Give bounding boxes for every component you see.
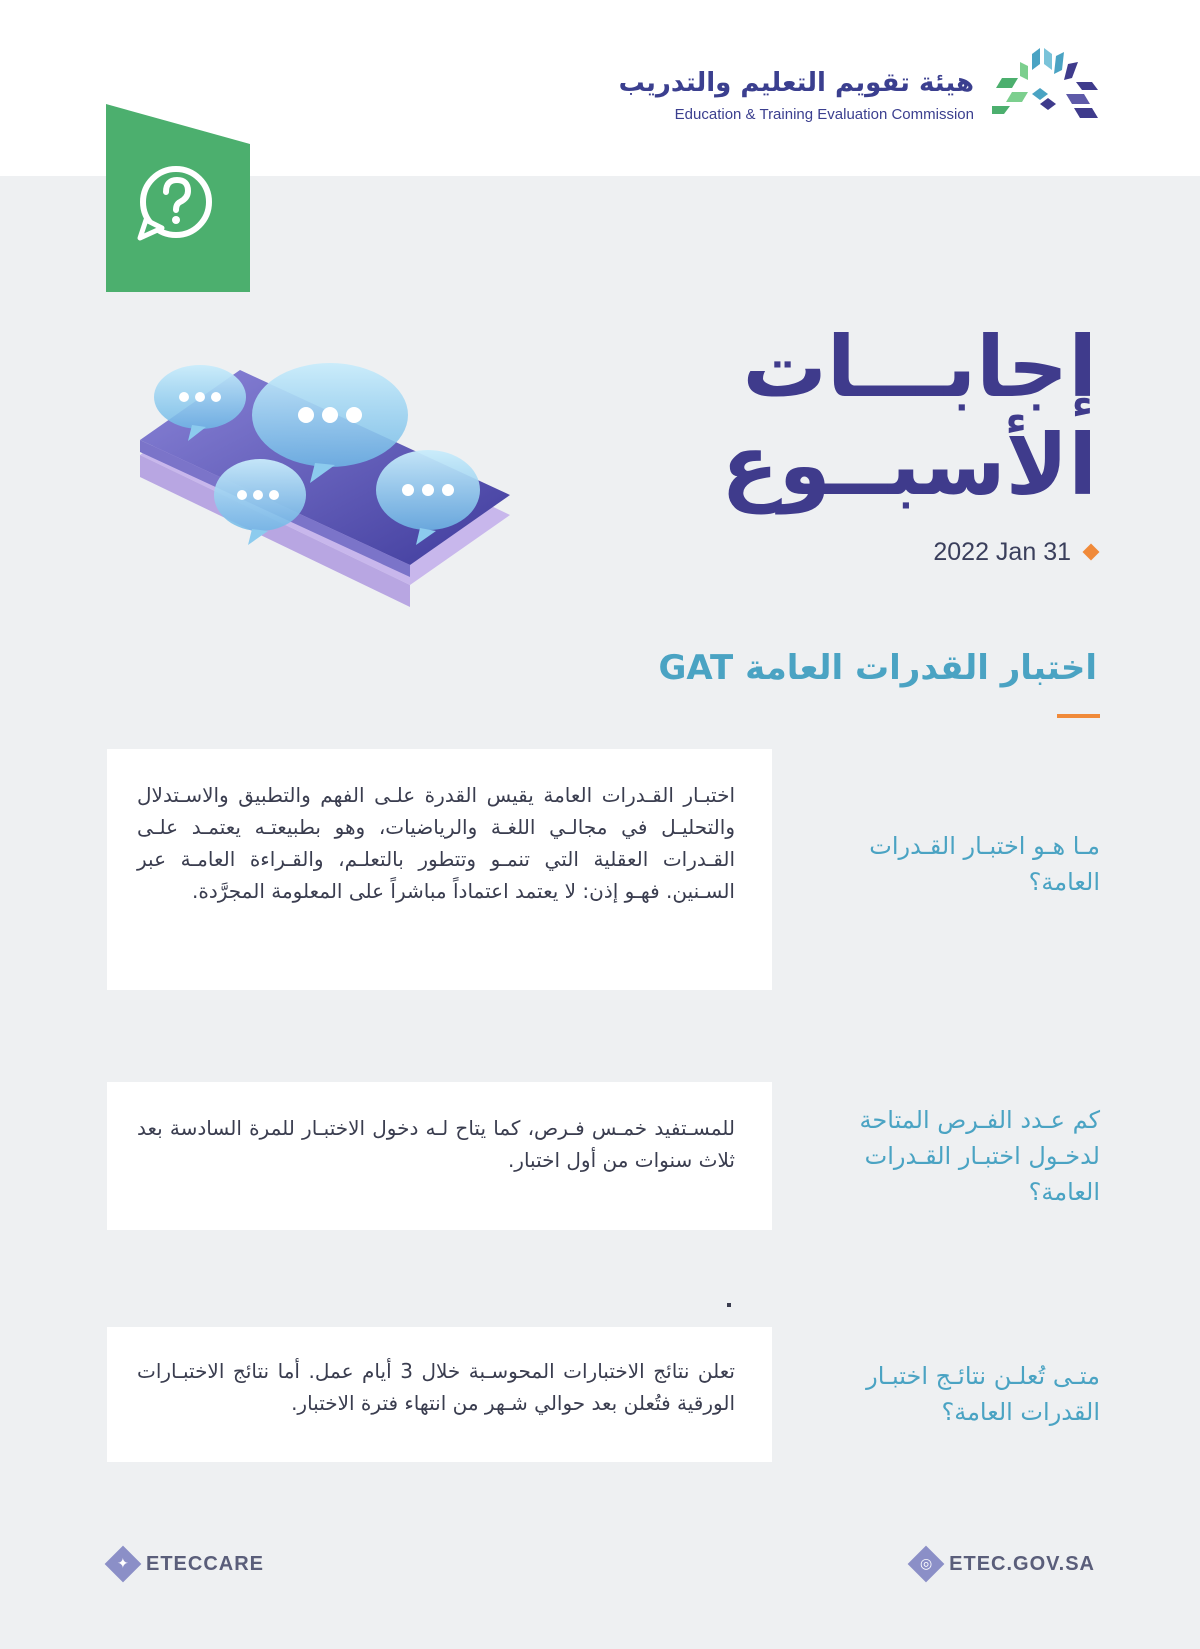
question-2: كم عـدد الفـرص المتاحة لدخـول اختبـار القـدرات العامة؟	[859, 1106, 1100, 1206]
title-line-2: الأسبــوع	[721, 416, 1097, 514]
org-name-arabic: هيئة تقويم التعليم والتدريب	[618, 68, 974, 98]
globe-icon: ◎	[908, 1546, 945, 1583]
question-badge	[106, 104, 250, 292]
answer-card-1	[107, 749, 772, 990]
website-link[interactable]: ETEC.GOV.SA	[949, 1552, 1095, 1575]
date-row	[933, 537, 1097, 567]
etec-logo-icon	[992, 48, 1102, 128]
stray-dot	[727, 1303, 731, 1307]
date-bullet-icon	[1083, 544, 1100, 561]
twitter-icon: ✦	[105, 1546, 142, 1583]
footer-website[interactable]	[913, 1546, 1095, 1582]
section-title: اختبار القدرات العامة GAT	[658, 648, 1097, 688]
section-divider	[1057, 714, 1100, 718]
date-text: 2022 Jan 31	[933, 537, 1071, 566]
title-line-1: إجابـــات	[742, 318, 1097, 416]
question-1: مـا هـو اختبـار القـدرات العامة؟	[869, 832, 1100, 896]
page-title	[677, 318, 1097, 514]
twitter-handle[interactable]: ETECCARE	[146, 1552, 265, 1575]
question-3: متـى تُعلـن نتائـج اختبـار القدرات العامة؟	[866, 1362, 1100, 1426]
answer-card-3	[107, 1327, 772, 1462]
answer-card-2	[107, 1082, 772, 1230]
footer-twitter[interactable]	[110, 1546, 264, 1582]
answer-text-1: اختبـار القـدرات العامة يقيس القدرة علـى الفهم والتطبيق والاسـتدلال والتحليـل في مجالـي اللغـة والرياضيات، وهو بطبيعتـه يعتمـد علـى القـدرات العقلية التي تنمـو وتتطور بالتعلـم، والقـراءة العامـة عبر السـنين. فهـو إذن: لا يعتمد اعتماداً مباشراً على المعلومة المجرَّدة.	[137, 783, 735, 903]
answer-text-3: تعلن نتائج الاختبارات المحوسـبة خلال 3 أيام عمل. أما نتائج الاختبـارات الورقية فتُعلن بعد حوالي شـهر من انتهاء فترة الاختبار.	[137, 1359, 735, 1415]
answer-text-2: للمسـتفيد خمـس فـرص، كما يتاح لـه دخول الاختبـار للمرة السادسة بعد ثلاث سنوات من أول اختبار.	[137, 1116, 735, 1172]
org-name-english: Education & Training Evaluation Commission	[674, 106, 974, 123]
phone-chat-illustration	[130, 345, 540, 630]
